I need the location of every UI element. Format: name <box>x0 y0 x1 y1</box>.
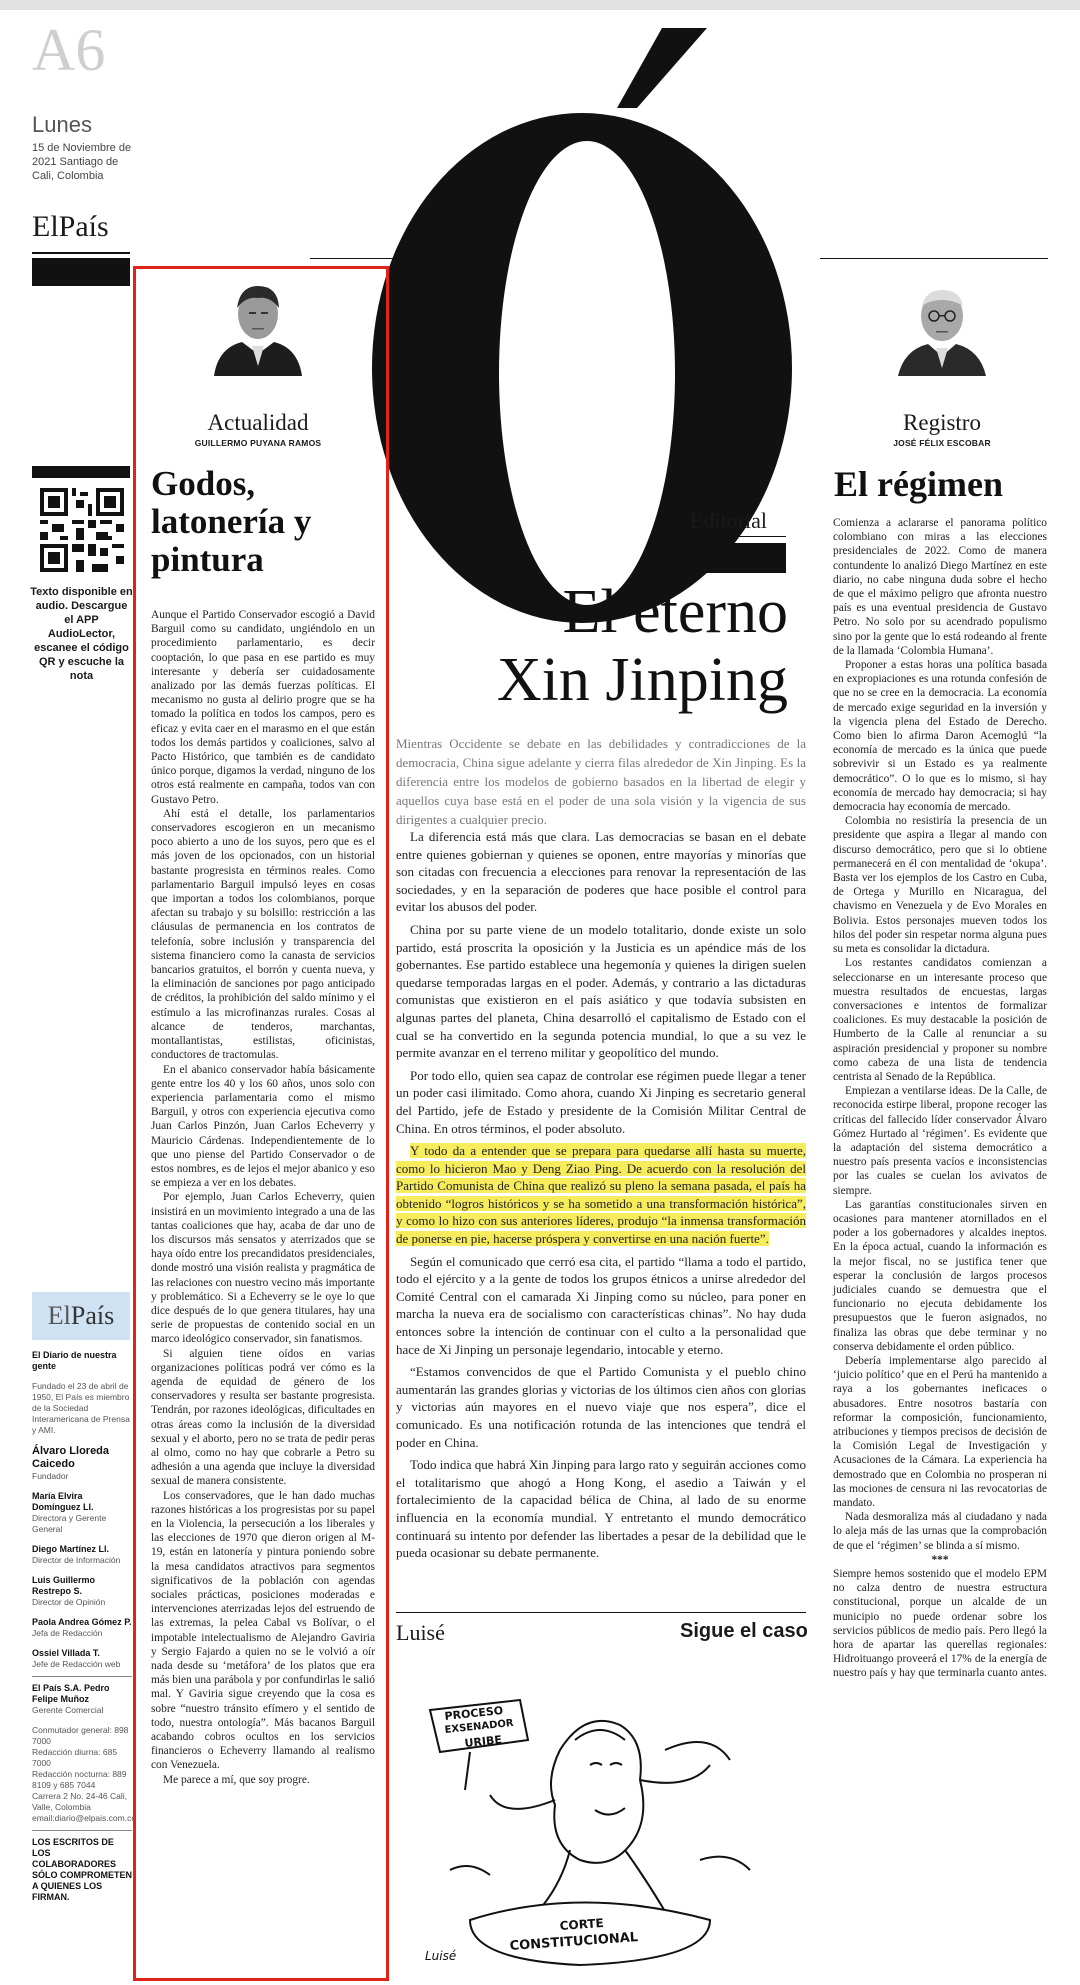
staff-gap <box>32 1716 132 1725</box>
staff-line: El País S.A. Pedro Felipe Muñoz <box>32 1683 110 1704</box>
box-pais: País <box>70 1301 115 1330</box>
page-number: A6 <box>32 17 106 83</box>
staff-line: Carrera 2 No. 24-46 Cali, Valle, Colombia <box>32 1791 127 1812</box>
column-paragraph: En el abanico conservador había básicamente gente entre los 40 y los 60 años, unos solo con experiencia parlamentaria como el mismo Barguil, y otros con experiencia ejecutiva como Juan Carlos Pinzón, Juan Carlos Echeverry y Mauricio Cárdenas. Independientemente de lo que uno piense del Partido Conservador o de estos nombres, es de lejos el mejor abanico y eso se empieza a ver en los debates. <box>151 1063 375 1190</box>
editorial-paragraph: Según el comunicado que cerró esa cita, el partido “llama a todo el partido, todo el ejército y a la gente de todos los grupos étnicos a unirse alrededor del Comité Central con el camarada Xi Jinping como su núcleo, para poner en marcha la nueva era de socialismo con características chinas”. No hay duda entonces sobre la intención de continuar con el culto a la personalidad que hace de Xi Jinping un personaje legendario, intocable y eterno. <box>396 1253 806 1357</box>
closing-paragraph: Siempre hemos sostenido que el modelo EPM no calza dentro de nuestra estructura constitucional, porque un alcalde de un municipio no puede ordenar sobre los servicios públicos de medio país. Pero llegó la hora de apartar las querellas regionales: Hidroituango proveerá el 17% de la energía de nuestro país y hay que terminarla cuanto antes. <box>833 1568 1047 1680</box>
cartoon-sign-line3: URIBE <box>463 1733 503 1750</box>
staff-gap <box>32 1482 132 1491</box>
logo-el: El <box>32 210 59 243</box>
editorial-paragraph: Todo indica que habrá Xin Jinping para largo rato y seguirán acciones como el totalitarismo que ahogó a Hong Kong, el asedio a Taiwán y el fortalecimiento de la capacidad bélica de China, al lado de su enorme influencia en la economía mundial. Y entretanto el mundo democrático continuará su intento por defender las libertades a pesar de la debilidad que le pueda ocasionar su debate permanente. <box>396 1457 806 1561</box>
section-label-right: Registro <box>903 410 981 435</box>
column-paragraph: Empiezan a ventilarse ideas. De la Calle, de reconocida estirpe liberal, propone recoger las críticas del fallecido líder conservador Álvaro Gómez Hurtado al ‘régimen’. Es evidente que la adaptación del sistema democrático a nuestro país presenta vacíos e inconsistencias por las cuales se cuelan los avivatos de siempre. <box>833 1085 1047 1197</box>
staff-line: Director de Información <box>32 1555 121 1565</box>
staff-box <box>32 1350 137 1903</box>
cartoon-title: Sigue el caso <box>680 1620 808 1642</box>
cartoon-sign-line2: EXSENADOR <box>444 1717 515 1736</box>
author-right: JOSÉ FÉLIX ESCOBAR <box>893 438 991 448</box>
column-paragraph: Colombia no resistiría la presencia de un presidente que aspira a llegar al mando con discurso democrático, pero que si lo obtiene permanecerá en él con mentalidad de ‘okupa’. Basta ver los ejemplos de los Castro en Cuba, de Ortega y Murillo en Nicaragua, del chavismo en Venezuela y de Evo Morales en Bolivia. Estos personajes mueven todos los hilos del poder sin respetar norma alguna pues su meta es consolidar la dictadura. <box>833 815 1047 956</box>
issue-day: Lunes <box>32 112 92 137</box>
column-title-right: El régimen <box>834 464 1003 504</box>
audio-note: Texto disponible en audio. Descargue el APP AudioLector, escanee el código QR y escuche la nota <box>30 586 133 682</box>
staff-gap <box>32 1372 132 1381</box>
cartoonist-name: Luisé <box>396 1620 445 1645</box>
staff-line: LOS ESCRITOS DE LOS COLABORADORES SÓLO COMPROMETEN A QUIENES LOS FIRMAN. <box>32 1837 133 1902</box>
black-bar-rail <box>32 466 130 478</box>
column-paragraph: Los restantes candidatos comienzan a seleccionarse en un interesante proceso que muestra resultados de encuestas, largas conversaciones e intentos de formalizar coaliciones. Es muy destacable la posición de Humberto de la Calle al renunciar a su aspiración presidencial y proponer su nombre como cabeza de una lista de tendencia centrista al Senado de la República. <box>833 957 1047 1083</box>
staff-line: Paola Andrea Gómez P. <box>32 1617 132 1627</box>
column-paragraph: Ahí está el detalle, los parlamentarios conservadores escogieron en un mecanismo poco abierto a uno de los suyos, pero que es el más joven de los opcionados, con un historial bastante progresista en términos reales. Como parlamentario Barguil impulsó leyes en cosas que importan a todos los colombianos, porque afectan su trabajo y su bolsillo: restricción a las cláusulas de permanencia en los contratos de telefonía, sobre inclusión y transparencia del sistema financiero como la canasta de servicios bancarios gratuitos, el borrón y cuenta nueva, y la eliminación de sanciones por pago anticipado de créditos, la prohibición del saldo mínimo y el estímulo a las microfinanzas rurales. Cosas al alcance de tenderos, marchantas, montallantistas, estilistas, oficinistas, conductores de tractomulas. <box>151 807 375 1062</box>
staff-line: Conmutador general: 898 7000 <box>32 1725 129 1746</box>
section-separator: *** <box>931 1553 949 1566</box>
staff-gap <box>32 1608 132 1617</box>
author-photo-right <box>890 276 994 376</box>
staff-line: El Diario de nuestra gente <box>32 1350 117 1371</box>
editorial-title <box>440 578 788 714</box>
staff-divider <box>32 1676 132 1677</box>
staff-line: María Elvira Domínguez Ll. <box>32 1491 94 1512</box>
top-rule-center <box>310 258 405 259</box>
column-paragraph: Nada desmoraliza más al ciudadano y nada lo aleja más de las urnas que la comprobación de que el ‘régimen’ se blinda a sí mismo. <box>833 1511 1047 1552</box>
author-left: GUILLERMO PUYANA RAMOS <box>194 438 322 448</box>
staff-line: Diego Martínez Ll. <box>32 1544 110 1554</box>
editorial-paragraph: “Estamos convencidos de que el Partido Comunista y el pueblo chino aumentarán las grandes glorias y victorias de los últimos cien años con glorias y victorias aún mayores en el nuevo viaje que nos espera”, dice el comunicado. Es una notificación rotunda de las intenciones que tendrá el poder en China. <box>396 1364 806 1450</box>
staff-line: Luis Guillermo Restrepo S. <box>32 1575 96 1596</box>
black-bar-left <box>32 258 130 286</box>
editorial-title-line1: El eterno <box>562 578 788 646</box>
cartoon-bottom-line2: CONSTITUCIONAL <box>509 1930 639 1954</box>
column-body-right <box>833 516 1047 1681</box>
editorial-title-line2: Xin Jinping <box>496 646 788 714</box>
top-bar <box>0 0 1080 10</box>
masthead-box <box>32 1292 130 1340</box>
editorial-paragraph-highlighted <box>396 1142 806 1248</box>
column-paragraph: Por ejemplo, Juan Carlos Echeverry, quien insistirá en un movimiento integrado a una de las tantas coaliciones que hay, acaba de dar uno de los discursos más sensatos y aterrizados que se haya oído entre los precandidatos presidenciales, donde mostró una visión realista y pragmática de las relaciones con nuestro vecino más importante y problemático. Si a Echeverry se le oye lo que dice después de lo que genera titulares, hay una serie de propuestas de contenido social en un marco ideológico conservador, sin fanatismos. <box>151 1191 375 1346</box>
staff-line: Gerente Comercial <box>32 1705 104 1715</box>
section-label-left: Actualidad <box>207 410 309 435</box>
staff-line: Redacción nocturna: 889 8109 y 685 7044 <box>32 1769 127 1790</box>
editorial-lead: Mientras Occidente se debate en las debilidades y contradicciones de la democracia, China sigue adelante y cierra filas alrededor de Xin Jinping. Es la diferencia entre los modelos de gobierno basados en la libertad de elegir y aquellos cuya base está en el poder de una sola visión y la vigencia de sus dirigentes a cualquier precio. <box>396 736 806 827</box>
cartoon-sign-line1: PROCESO <box>443 1703 504 1723</box>
box-el: El <box>47 1301 71 1330</box>
column-paragraph: Las garantías constitucionales sirven en ocasiones para mantener atornillados en el poder a los gobernadores y alcaldes ineptos. En la época actual, cuando la información es la mejor fiscal, no se justifica tener que esperar la conclusión de largos procesos judiciales cuando se demuestra que el funcionario no ejecuta debidamente los presupuestos que le fueron asignados, no finaliza las obras que debe terminar y no conserva debidamente el orden público. <box>833 1198 1047 1353</box>
staff-line: Redacción diurna: 685 7000 <box>32 1747 118 1768</box>
staff-line: Ossiel Villada T. <box>32 1648 100 1658</box>
column-paragraph: Los conservadores, que le han dado muchas razones históricas a los progresistas por su papel en la Violencia, la persecución a los liberales y las elecciones de 1970 que dieron origen al M-19, están en latonería y pintura poniendo sobre la mesa candidatos atractivos para segmentos significativos de la población con agendas sociales prácticas, posiciones moderadas e intervenciones aterrizadas lejos del estruendo de las extremas, la pelea Cabal vs Bolívar, o el impotable intelectualismo de Alejandro Gaviria y Sergio Fajardo a quien no se le volvió a oír nada desde su ‘metáfora’ de los platos que era más bien una parábola y por confundirlas le salió mal. Y Gaviria sigue creyendo que la cosa es sobre “nuestro tránsito efímero y el sentido de todo, nuestra ontología”. Más bacanos Barguil acabando cobros ocultos en los servicios financieros o Echeverry llamando al realismo con Venezuela. <box>151 1489 375 1772</box>
editorial-body <box>396 828 806 1567</box>
column-body-left <box>151 608 375 1787</box>
editorial-bar <box>683 543 786 573</box>
column-title-left: Godos, latonería y pintura <box>151 464 312 579</box>
cartoon-signature: Luisé <box>425 1949 457 1963</box>
column-paragraph: Aunque el Partido Conservador escogió a David Barguil como su candidato, ungiéndolo en un procedimiento parlamentario, es decir cooptación, lo que pasa en ese partido es muy interesante y debería ser cuidadosamente analizado por las demás fuerzas políticas. El mecanismo no gusta al delirio progre que se ha tomado la política en todos los campos, pero es eficaz y evita caer en el marasmo en el que están todos los demás partidos y coaliciones, salvo al Pacto Histórico, que también es de candidato único porque, digamos la verdad, ninguno de los otros está realmente en campaña, todos van con Gustavo Petro. <box>151 609 375 806</box>
column-paragraph: Si alguien tiene oídos en varias organizaciones políticas podrá ver cómo es la agenda de equidad de género de los conservadores y resulta ser bastante progresista. Tendrán, por razones ideológicas, dificultades en otras áreas como la inclusión de la diversidad sexual y el aborto, pero no se trata de pedir peras al olmo, como no hay que cobrarle a Petro su adhesión a una agenda que incluye la diversidad sexual de manera consistente. <box>151 1347 375 1488</box>
staff-line: Director de Opinión <box>32 1597 106 1607</box>
highlighted-text: Y todo da a entender que se prepara para quedarse allí hasta su muerte, como lo hicieron Mao y Deng Ziao Ping. De acuerdo con la resolución del Partido Comunista de China que realizó su pleno la semana pasada, el país ha obtenido “logros históricos y se ha sometido a una transformación histórica”, y como lo hizo con sus anteriores líderes, produjo “la inmensa transformación de ponerse en pie, hacerse próspera y convertirse en una nación fuerte”. <box>396 1143 806 1247</box>
top-rule-right <box>820 258 1048 259</box>
editorial-label: Editorial <box>690 508 767 533</box>
staff-divider <box>32 1830 132 1831</box>
column-paragraph: Debería implementarse algo parecido al ‘juicio político’ que en el Perú ha mantenido a raya a los gobernantes ineficaces o abusadores. Entre nosotros bastaría con reformar la composición, funcionamiento, atribuciones y tiempos precisos de decisión de la Comisión Legal de Investigación y Acusaciones de la Cámara. La experiencia ha demostrado que en Colombia no prosperan ni las mociones de censura ni las revocatorias de mandato. <box>833 1354 1047 1510</box>
staff-line: Fundado el 23 de abril de 1950, El País es miembro de la Sociedad Interamericana de Prensa y AMI. <box>32 1381 130 1435</box>
column-paragraph: Me parece a mí, que soy progre. <box>163 1773 310 1786</box>
cartoon-rule <box>396 1612 806 1613</box>
staff-line: Jefe de Redacción web <box>32 1659 121 1669</box>
decorative-o-glyph <box>362 28 822 628</box>
qr-code-icon[interactable] <box>40 488 124 572</box>
staff-line: Jefa de Redacción <box>32 1628 103 1638</box>
el-pais-logo <box>32 210 109 244</box>
staff-line: Álvaro Lloreda Caicedo <box>32 1445 110 1470</box>
logo-rule <box>32 252 130 254</box>
editorial-paragraph: China por su parte viene de un modelo totalitario, donde existe un solo partido, está proscrita la oposición y la Justicia es un apéndice más de los gobernantes. Ese partido establece una hegemonía y quienes la dirigen suelen quedarse temporadas largas en el poder. Además, y contrario a las dictaduras comunistas que existieron en el país asiático y que todavía subsisten en algunas partes del planeta, China desarrolló el capitalismo de Estado con el cual se ha convertido en la segunda potencia mundial, lo que a su vez le permite avanzar en el terreno militar y geopolítico del mundo. <box>396 921 806 1061</box>
staff-line: email:diario@elpais.com.co <box>32 1813 137 1823</box>
issue-date: 15 de Noviembre de 2021 Santiago de Cali, Colombia <box>32 142 132 182</box>
editorial-cartoon <box>410 1670 780 1970</box>
staff-line: Fundador <box>32 1471 69 1481</box>
editorial-rule <box>683 536 786 537</box>
cartoon-bottom-line1: CORTE <box>559 1915 605 1933</box>
staff-gap <box>32 1535 132 1544</box>
editorial-paragraph: La diferencia está más que clara. Las democracias se basan en el debate entre quienes gobiernan y quienes se oponen, entre mayorías y minorías que son citadas con frecuencia a elecciones para renovar la representación de las sociedades, y en la separación de poderes que hace posible el control para evitar los abusos del poder. <box>396 829 806 915</box>
editorial-paragraph: Por todo ello, quien sea capaz de controlar ese régimen puede llegar a tener un poder casi ilimitado. Como ahora, cuando Xi Jinping es secretario general del Partido, jefe de Estado y presidente de la Comisión Militar Central de China. En otros términos, el poder absoluto. <box>396 1067 806 1136</box>
column-paragraph: Proponer a estas horas una política basada en expropiaciones es una rotunda confesión de que no se cree en la democracia. La economía de mercado exige seguridad en la inversión y la vigencia plena del Estado de Derecho. Como bien lo afirma Daron Acemoglú “la economía de mercado es la única que puede sobrevivir si un Estado es ya realmente democrático”. O lo que es lo mismo, si hay economía de mercado hay democracia; si hay democracia hay economía de mercado. <box>833 659 1047 814</box>
column-paragraph: Comienza a aclararse el panorama político colombiano con miras a las elecciones presidenciales de 2022. Como de manera contundente lo analizó Diego Martínez en este diario, no cabe ninguna duda sobre el hecho de que el máximo peligro que afronta nuestro país es una eventual presidencia de Gustavo Petro. No solo por su acendrado populismo sino por la gente que lo está rodeando al frente de la llamada ‘Colombia Humana’. <box>833 517 1047 657</box>
staff-gap <box>32 1436 132 1445</box>
staff-line: Directora y Gerente General <box>32 1513 107 1534</box>
staff-gap <box>32 1566 132 1575</box>
author-photo-left <box>206 276 310 376</box>
staff-gap <box>32 1639 132 1648</box>
logo-pais: País <box>58 210 109 243</box>
